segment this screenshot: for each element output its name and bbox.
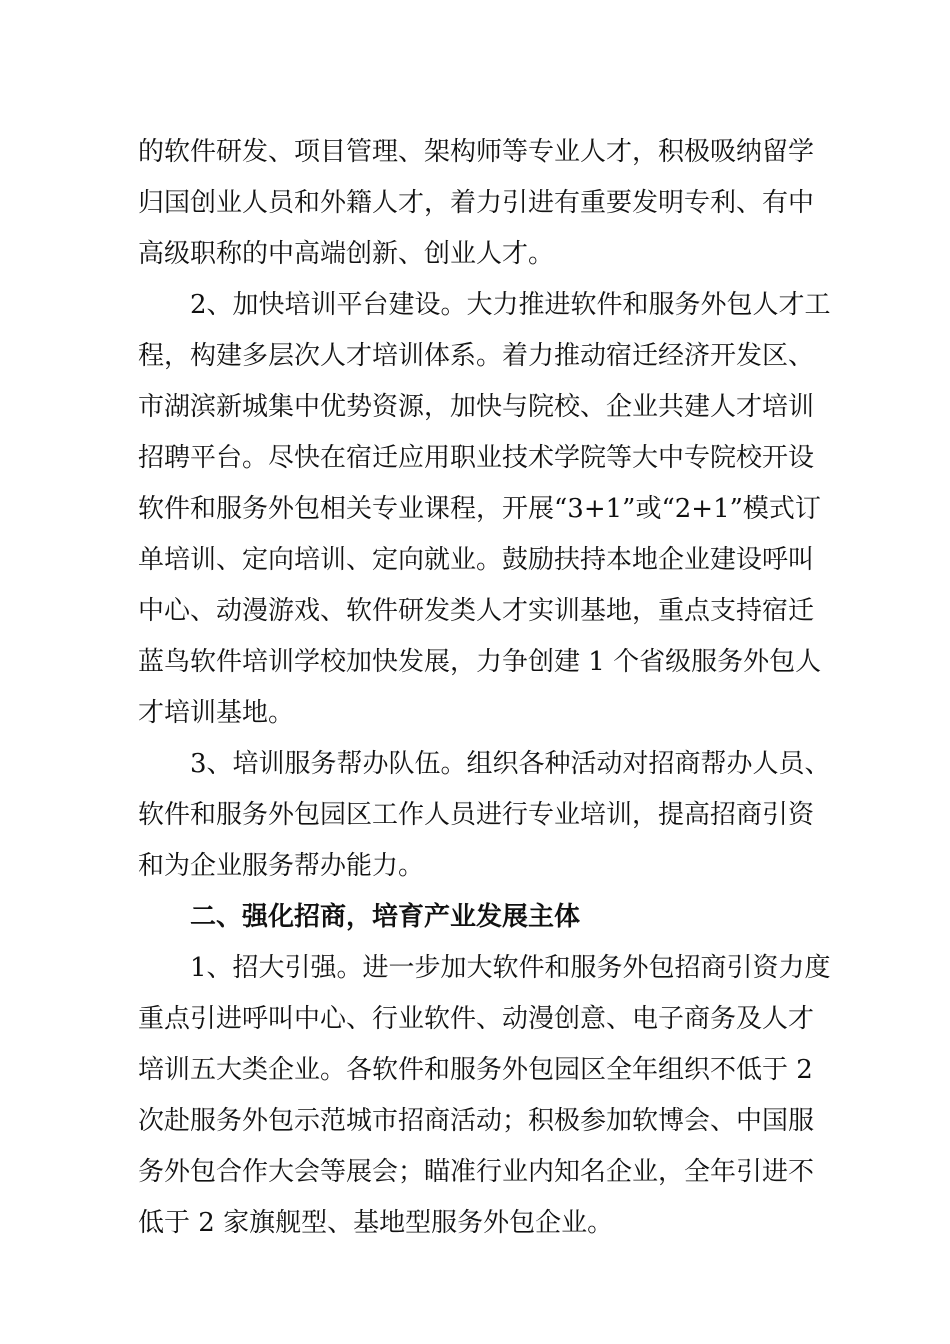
paragraph-line: 单培训、定向培训、定向就业。鼓励扶持本地企业建设呼叫: [138, 545, 815, 575]
paragraph-line: 软件和服务外包园区工作人员进行专业培训，提高招商引资: [138, 800, 815, 830]
paragraph-line: 才培训基地。: [138, 698, 295, 728]
paragraph-line: 市湖滨新城集中优势资源，加快与院校、企业共建人才培训: [138, 392, 815, 422]
section-heading: 二、强化招商，培育产业发展主体: [190, 902, 581, 932]
paragraph-line: 低于 2 家旗舰型、基地型服务外包企业。: [138, 1208, 614, 1238]
paragraph-line: 程，构建多层次人才培训体系。着力推动宿迁经济开发区、: [138, 341, 815, 371]
paragraph-line: 归国创业人员和外籍人才，着力引进有重要发明专利、有中: [138, 188, 815, 218]
paragraph-line: 培训五大类企业。各软件和服务外包园区全年组织不低于 2: [138, 1055, 813, 1085]
paragraph-line: 中心、动漫游戏、软件研发类人才实训基地，重点支持宿迁: [138, 596, 815, 626]
paragraph-line: 高级职称的中高端创新、创业人才。: [138, 239, 555, 269]
paragraph-line: 软件和服务外包相关专业课程，开展“3+1”或“2+1”模式订: [138, 494, 821, 524]
paragraph-line: 蓝鸟软件培训学校加快发展，力争创建 1 个省级服务外包人: [138, 647, 822, 677]
paragraph-line: 次赴服务外包示范城市招商活动；积极参加软博会、中国服: [138, 1106, 815, 1136]
paragraph-line: 3、培训服务帮办队伍。组织各种活动对招商帮办人员、: [190, 749, 831, 779]
paragraph-line: 1、招大引强。进一步加大软件和服务外包招商引资力度: [190, 953, 831, 983]
paragraph-line: 和为企业服务帮办能力。: [138, 851, 425, 881]
paragraph-line: 重点引进呼叫中心、行业软件、动漫创意、电子商务及人才: [138, 1004, 815, 1034]
paragraph-line: 的软件研发、项目管理、架构师等专业人才，积极吸纳留学: [138, 137, 815, 167]
paragraph-line: 2、加快培训平台建设。大力推进软件和服务外包人才工: [190, 290, 831, 320]
paragraph-line: 务外包合作大会等展会；瞄准行业内知名企业，全年引进不: [138, 1157, 815, 1187]
paragraph-line: 招聘平台。尽快在宿迁应用职业技术学院等大中专院校开设: [138, 443, 815, 473]
